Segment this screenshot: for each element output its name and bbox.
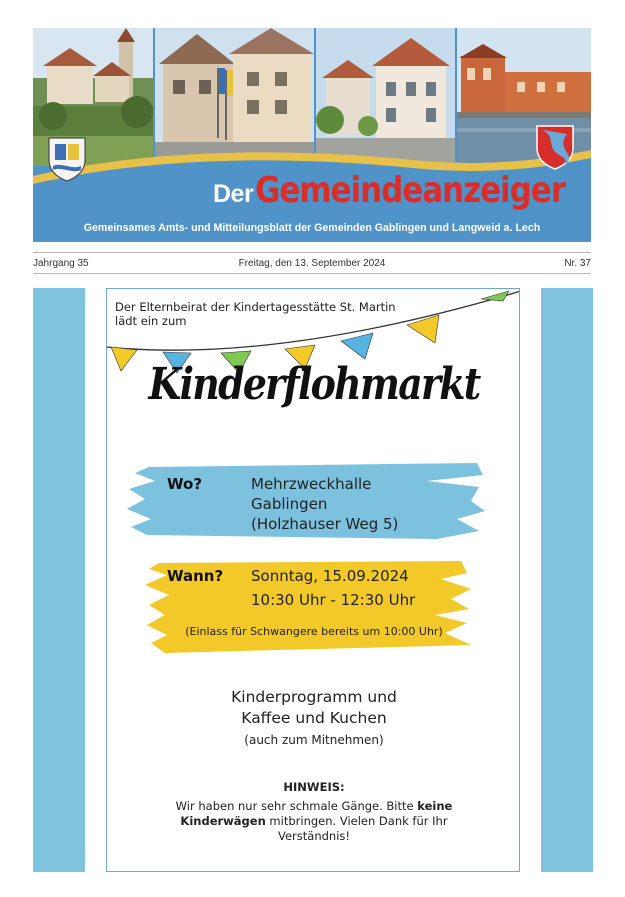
when-time: 10:30 Uhr - 12:30 Uhr — [251, 591, 416, 609]
program-line-3: (auch zum Mitnehmen) — [244, 733, 384, 747]
where-label: Wo? — [167, 475, 203, 493]
where-line-3: (Holzhauser Weg 5) — [251, 515, 399, 533]
notice-part-3: Verständnis! — [278, 829, 350, 843]
left-decor-bar — [33, 288, 85, 872]
right-decor-bar — [541, 288, 593, 872]
flea-market-flyer — [106, 288, 520, 872]
notice-title: HINWEIS: — [283, 780, 345, 794]
notice-bold-1: keine — [417, 799, 453, 813]
issue-date: Freitag, den 13. September 2024 — [238, 258, 386, 269]
issue-number: Nr. 37 — [564, 258, 591, 269]
program-info — [107, 687, 520, 751]
masthead-title-name: Gemeindeanzeiger — [255, 170, 566, 211]
notice-text — [107, 799, 520, 844]
notice-part-1: Wir haben nur sehr schmale Gänge. Bitte — [175, 799, 418, 813]
masthead-title — [213, 170, 591, 211]
flyer-intro — [115, 300, 396, 328]
masthead-subtitle: Gemeinsames Amts- und Mitteilungsblatt der Gemeinden Gablingen und Langweid a. Lech — [83, 222, 541, 234]
langweid-coat-of-arms-icon — [535, 124, 575, 170]
flyer-headline: Kinderflohmarkt — [148, 359, 480, 410]
program-line-2: Kaffee und Kuchen — [241, 709, 387, 727]
intro-line-1: Der Elternbeirat der Kindertagesstätte St. Martin — [115, 300, 396, 314]
program-line-1: Kinderprogramm und — [231, 688, 397, 706]
intro-line-2: lädt ein zum — [115, 314, 187, 328]
notice-bold-2: Kinderwägen — [180, 814, 266, 828]
issue-info-bar — [33, 252, 591, 274]
when-date: Sonntag, 15.09.2024 — [251, 567, 409, 585]
when-label: Wann? — [167, 567, 224, 585]
entry-note: (Einlass für Schwangere bereits um 10:00 Uhr) — [185, 625, 443, 638]
volume-label: Jahrgang 35 — [33, 258, 89, 269]
masthead-title-prefix: Der — [213, 180, 254, 208]
notice-part-2: mitbringen. Vielen Dank für Ihr — [265, 814, 448, 828]
where-line-2: Gablingen — [251, 495, 328, 513]
gablingen-coat-of-arms-icon — [47, 136, 87, 182]
where-line-1: Mehrzweckhalle — [251, 475, 372, 493]
masthead-banner — [33, 28, 591, 242]
